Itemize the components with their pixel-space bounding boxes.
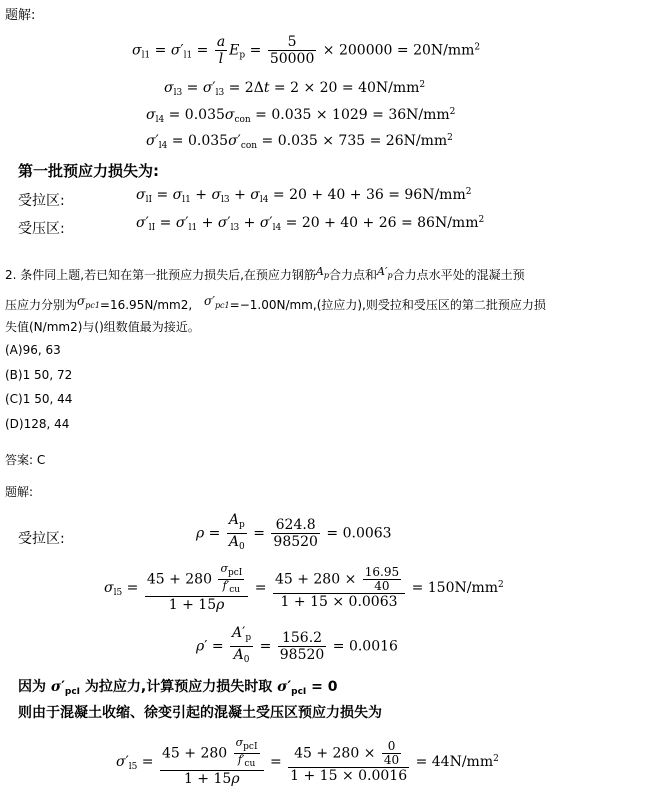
then-text: 则由于混凝土收缩、徐变引起的混凝土受压区预应力损失为 [18,705,382,721]
rho-equation: ρ = $\frac{A_p}{A_0}$ = $\frac{624.8}{98520}$ = 0.0063 [196,512,392,552]
question-text-1b: 合力点和 [328,268,377,282]
compression-zone-equation: $\sigma'_{lI} = \sigma'_{l1} + \sigma'_{l3} + \sigma'_{l4} = 20 + 40 + 26 = 86N/mm^2$ [136,215,485,233]
ap-symbol: $A_p$ [315,265,329,280]
option-a: (A)96, 63 [5,343,61,357]
question-line-1 [5,265,525,283]
sigma-l5-prime-equation: $\sigma'_{l5}$ = 45 + 280 $\frac{\sigma_{pcI}}{f'_{cu}}$ 1 + 15ρ = 45 + 280 × $\frac{0}{40}$ 1 + 15 × 0.0016 = $44N/mm^2$ [116,736,499,787]
because-text: 因为 $\sigma'_{pcI}$ 为拉应力,计算预应力损失时取 $\sigma'_{pcI} = 0$ [18,679,338,697]
question-text-1c: 合力点水平处的混凝土预 [392,268,525,282]
tension-zone-label: 受拉区: [18,193,65,209]
answer: 答案: C [5,453,46,467]
spc-symbol: $\sigma_{pc1}$ [77,294,100,310]
question-text-2d: (拉应力),则受拉和受压区的第二批预应力损 [316,298,546,312]
compression-zone-label: 受压区: [18,221,65,237]
tension-zone-label-2: 受拉区: [18,531,65,547]
question-text-2b: =16.95N/mm2, [99,298,193,312]
ap-prime-symbol: $A'_p$ [377,265,393,280]
question-text-2c: =−1.00N/mm, [229,298,317,312]
question-text-1a: 2. 条件同上题,若已知在第一批预应力损失后,在预应力钢筋 [5,268,316,282]
equation-sigma-l1: $\sigma_{l1} = \sigma'_{l1}$ = $\frac{a}{l}$ $E_p$ = $\frac{5}{50000}$ × $200000 = 20N/mm^2$ [132,34,481,67]
question-line-3: 失值(N/mm2)与()组数值最为接近。 [5,320,200,334]
section1-heading: 题解: [5,8,36,23]
equation-sigma-l4-prime: $\sigma'_{l4} = 0.035\sigma'_{con} = 0.035 \times 735 = 26N/mm^2$ [146,133,453,151]
first-loss-title: 第一批预应力损失为: [18,162,159,180]
sigma-l5-equation: $\sigma_{l5}$ = 45 + 280 $\frac{\sigma_{pcI}}{f'_{cu}}$ 1 + 15ρ = 45 + 280 × $\frac{16.95}{40}$ 1 + 15 × 0.0063 = $150N/mm^2$ [104,562,504,613]
option-d: (D)128, 44 [5,417,70,431]
option-b: (B)1 50, 72 [5,368,73,382]
equation-sigma-l3: $\sigma_{l3} = \sigma'_{l3} = 2\Delta t = 2 \times 20 = 40N/mm^2$ [164,80,426,98]
spc-prime-symbol: $\sigma'_{pc1}$ [204,294,230,310]
section2-heading: 题解: [5,485,34,499]
option-c: (C)1 50, 44 [5,392,73,406]
rho-prime-equation: ρ′ = $\frac{A'_p}{A_0}$ = $\frac{156.2}{98520}$ = 0.0016 [196,625,398,665]
equation-sigma-l4: $\sigma_{l4} = 0.035\sigma_{con} = 0.035 \times 1029 = 36N/mm^2$ [146,107,456,125]
question-line-2 [5,294,546,313]
tension-zone-equation: $\sigma_{lI} = \sigma_{l1} + \sigma_{l3} + \sigma_{l4} = 20 + 40 + 36 = 96N/mm^2$ [136,187,472,205]
question-text-2a: 压应力分别为 [5,298,78,312]
